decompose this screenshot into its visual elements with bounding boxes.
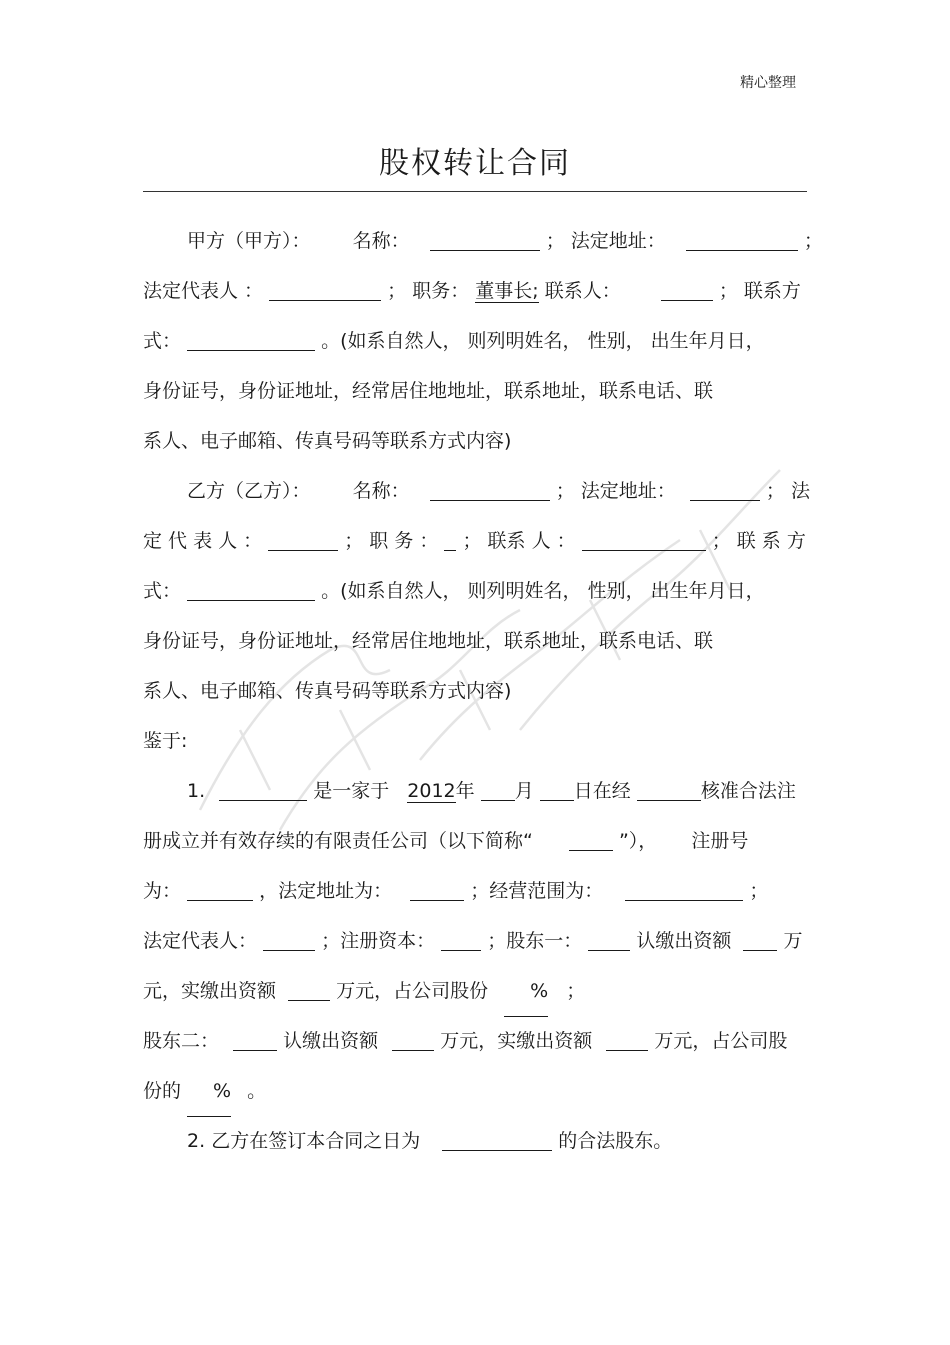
party-b-line-1 — [143, 466, 810, 516]
separator: ； — [387, 280, 407, 302]
text-fragment: ”）， — [618, 830, 658, 852]
clause-number: 2. — [187, 1130, 206, 1152]
clause-1-line-1 — [143, 766, 807, 816]
shareholder-2-percent[interactable]: % — [187, 1066, 231, 1117]
shareholder-2-blank[interactable] — [233, 1028, 277, 1051]
party-b-line-4: 身份证号，身份证地址，经常居住地地址，联系地址，联系电话、联 — [143, 630, 714, 652]
party-a-name-label: 名称： — [352, 230, 410, 252]
text-fragment: 乙方在签订本合同之日为 — [211, 1130, 421, 1152]
day-blank[interactable] — [540, 778, 574, 801]
party-b-contact-blank[interactable] — [582, 528, 706, 551]
text-fragment: 月 — [514, 780, 534, 802]
text-fragment: 册成立并有效存续的有限责任公司（以下简称“ — [143, 830, 533, 852]
text-fragment: 核准合法注 — [700, 780, 796, 802]
text-fragment: ；注册资本： — [321, 930, 436, 952]
clause-2-line-1 — [143, 1116, 807, 1166]
month-blank[interactable] — [481, 778, 515, 801]
text-fragment: 万元，实缴出资额 — [440, 1030, 593, 1052]
registration-number-blank[interactable] — [187, 878, 253, 901]
shareholder-2-subscribed-blank[interactable] — [392, 1028, 434, 1051]
party-a-name-blank[interactable] — [430, 228, 540, 251]
text-fragment: 年 — [455, 780, 475, 802]
whereas-heading: 鉴于: — [143, 730, 188, 752]
party-b-contact-method-blank[interactable] — [187, 578, 315, 601]
text-fragment: ； — [566, 980, 586, 1002]
party-a-line-1 — [143, 216, 823, 266]
party-a-contact-blank[interactable] — [661, 278, 713, 301]
text-fragment: 万 — [783, 930, 803, 952]
clause-number: 1. — [187, 780, 206, 802]
authority-blank[interactable] — [637, 778, 701, 801]
party-a-position-label: 职务： — [412, 280, 470, 302]
text-fragment: ，法定地址为： — [259, 880, 393, 902]
shareholder-1-percent[interactable]: % — [504, 966, 548, 1017]
business-scope-blank[interactable] — [625, 878, 743, 901]
text-fragment: 元，实缴出资额 — [143, 980, 277, 1002]
company-address-blank[interactable] — [410, 878, 464, 901]
party-b-label: 乙方（乙方）： — [187, 480, 311, 502]
establish-year: 2012 — [407, 780, 456, 802]
party-b-line-5: 系人、电子邮箱、传真号码等联系方式内容) — [143, 680, 512, 702]
text-fragment: 份的 — [143, 1080, 182, 1102]
natural-person-note: 。(如系自然人， 则列明姓名， 性别， 出生年月日， — [321, 330, 765, 352]
text-fragment: 法定代表人： — [143, 930, 258, 952]
contract-body — [143, 216, 823, 1166]
text-fragment: ；经营范围为： — [470, 880, 604, 902]
party-b-contact-label: ； 联系 人 ： — [462, 530, 576, 552]
company-rep-blank[interactable] — [263, 928, 315, 951]
separator: ； — [555, 480, 575, 502]
shareholder-2-paid-blank[interactable] — [606, 1028, 648, 1051]
party-a-line-2 — [143, 266, 807, 316]
party-a-contact-method-blank[interactable] — [187, 328, 315, 351]
title-divider — [143, 191, 807, 192]
clause-1-line-6 — [143, 1016, 807, 1066]
party-a-line-4: 身份证号，身份证地址，经常居住地地址，联系地址，联系电话、联 — [143, 380, 714, 402]
clause-1-line-7 — [143, 1066, 807, 1116]
text-fragment: ；股东一： — [487, 930, 583, 952]
text-fragment: 认缴出资额 — [283, 1030, 379, 1052]
separator: ； — [765, 480, 785, 502]
text-fragment: 股东二： — [143, 1030, 220, 1052]
registered-capital-blank[interactable] — [441, 928, 481, 951]
party-a-address-blank[interactable] — [686, 228, 798, 251]
separator: ； — [718, 280, 738, 302]
text-fragment: 万元，占公司股份 — [336, 980, 489, 1002]
clause-1-line-4 — [143, 916, 807, 966]
text-fragment: 认缴出资额 — [636, 930, 732, 952]
natural-person-note: 。(如系自然人， 则列明姓名， 性别， 出生年月日， — [321, 580, 765, 602]
shareholder-1-paid-blank[interactable] — [288, 978, 330, 1001]
party-a-line-5: 系人、电子邮箱、传真号码等联系方式内容) — [143, 430, 512, 452]
contact-method-label: 式： — [143, 580, 182, 602]
separator: ； — [545, 230, 565, 252]
separator: ； — [803, 230, 823, 252]
party-b-rep-blank[interactable] — [268, 528, 338, 551]
shareholder-date-blank[interactable] — [442, 1128, 552, 1151]
party-b-position-blank[interactable] — [444, 528, 456, 551]
party-a-contact-label: 联系人： — [544, 280, 621, 302]
clause-1-line-5 — [143, 966, 807, 1016]
party-a-address-label: 法定地址： — [570, 230, 666, 252]
clause-1-line-2 — [143, 816, 807, 866]
text-fragment: 是一家于 — [313, 780, 390, 802]
text-fragment: ； — [749, 880, 769, 902]
party-b-line-3 — [143, 566, 807, 616]
party-a-position-value: 董事长; — [475, 280, 539, 302]
party-b-name-label: 名称： — [352, 480, 410, 502]
text-fragment: 的合法股东。 — [558, 1130, 673, 1152]
clause-1-line-3 — [143, 866, 807, 916]
text-fragment: 注册号 — [691, 830, 749, 852]
header-note: 精心整理 — [740, 75, 796, 91]
party-b-position-label: ； 职 务 ： — [344, 530, 439, 552]
text-fragment: 万元，占公司股 — [654, 1030, 788, 1052]
party-a-label: 甲方（甲方）： — [187, 230, 311, 252]
text-fragment: 日在经 — [573, 780, 631, 802]
short-name-blank[interactable] — [569, 828, 613, 851]
party-b-contact-method-label: ； 联 系 方 — [711, 530, 806, 552]
text-fragment: 。 — [247, 1080, 267, 1102]
party-b-address-blank[interactable] — [690, 478, 760, 501]
party-b-address-label: 法定地址： — [580, 480, 676, 502]
party-a-line-3 — [143, 316, 807, 366]
text-fragment: 为： — [143, 880, 182, 902]
party-b-rep-label: 定 代 表 人 ： — [143, 530, 263, 552]
text-fragment: 法 — [790, 480, 810, 502]
party-b-line-2 — [143, 516, 807, 566]
party-a-contact-method-label: 联系方 — [743, 280, 801, 302]
contact-method-label: 式： — [143, 330, 182, 352]
party-b-name-blank[interactable] — [430, 478, 550, 501]
party-a-rep-blank[interactable] — [269, 278, 381, 301]
company-name-blank[interactable] — [219, 778, 307, 801]
party-a-rep-label: 法定代表人 ： — [143, 280, 264, 302]
page-title: 股权转让合同 — [379, 146, 571, 181]
shareholder-1-subscribed-blank[interactable] — [743, 928, 777, 951]
shareholder-1-blank[interactable] — [588, 928, 630, 951]
